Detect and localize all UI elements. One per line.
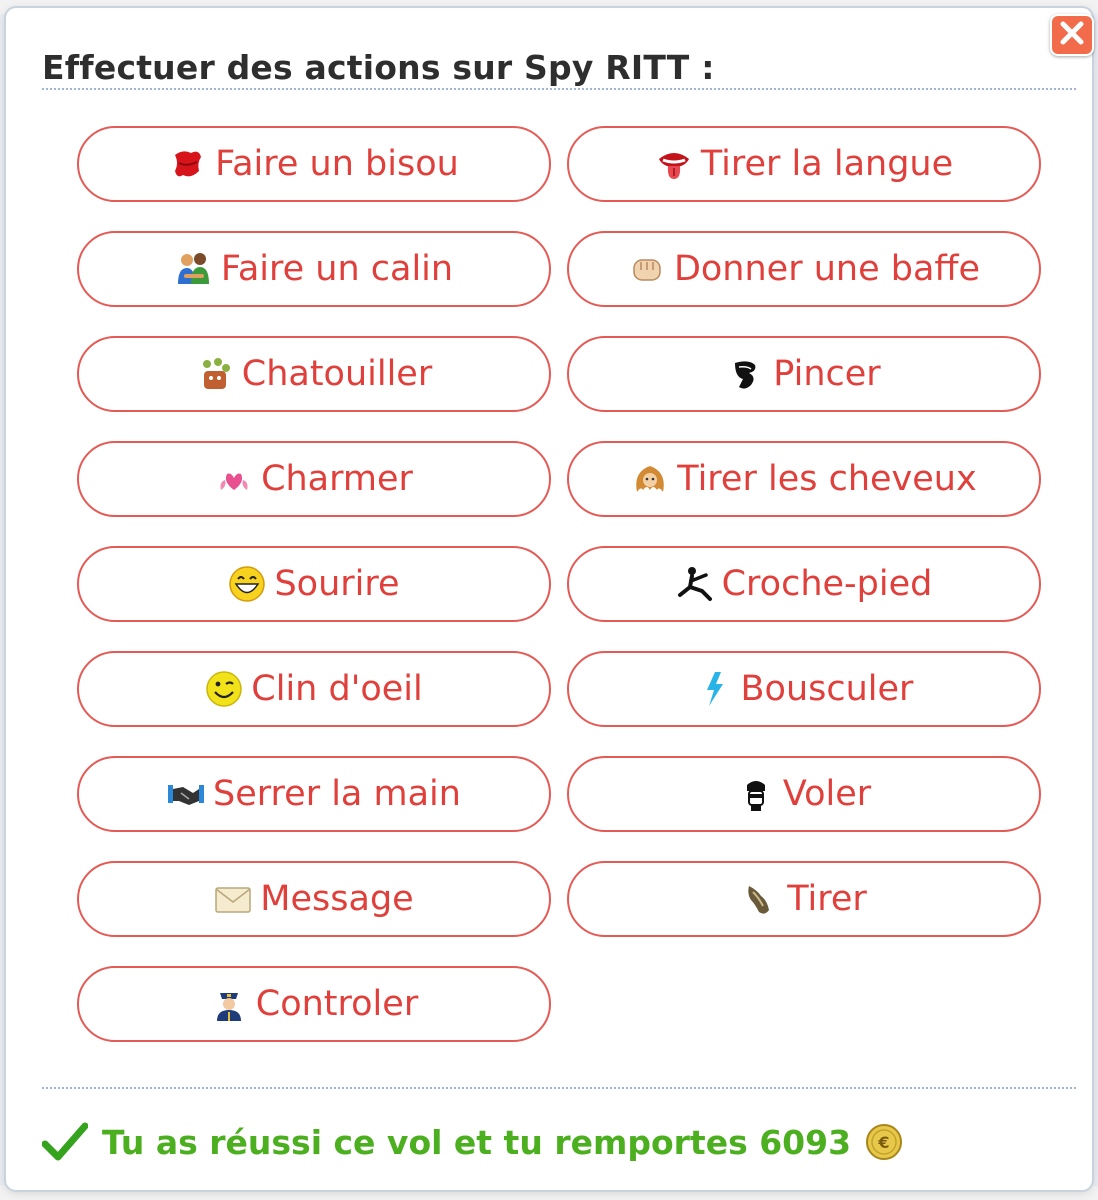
action-serrer-la-main[interactable]	[77, 756, 551, 832]
fist-icon	[628, 250, 666, 288]
action-label: Donner une baffe	[673, 249, 981, 289]
action-chatouiller[interactable]	[77, 336, 551, 412]
status-message	[42, 1122, 903, 1162]
action-label: Tirer les cheveux	[677, 459, 977, 499]
tongue-icon	[655, 145, 693, 183]
actions-dialog	[6, 8, 1092, 1190]
action-donner-une-baffe[interactable]	[567, 231, 1041, 307]
action-bousculer[interactable]	[567, 651, 1041, 727]
lightning-icon	[695, 670, 733, 708]
action-label: Croche-pied	[721, 564, 933, 604]
action-pincer[interactable]	[567, 336, 1041, 412]
handshake-icon	[167, 775, 205, 813]
kiss-icon	[169, 145, 207, 183]
hug-icon	[175, 250, 213, 288]
grin-icon	[228, 565, 266, 603]
charm-icon	[215, 460, 253, 498]
action-voler[interactable]	[567, 756, 1041, 832]
action-label: Controler	[255, 984, 419, 1024]
action-label: Tirer la langue	[700, 144, 954, 184]
action-faire-un-calin[interactable]	[77, 231, 551, 307]
dialog-title: Effectuer des actions sur Spy RITT :	[42, 48, 715, 87]
close-button[interactable]	[1050, 14, 1094, 56]
action-label: Clin d'oeil	[251, 669, 423, 709]
action-controler[interactable]	[77, 966, 551, 1042]
police-icon	[210, 985, 248, 1023]
euro-coin-icon	[865, 1123, 903, 1161]
action-label: Faire un calin	[220, 249, 454, 289]
action-label: Faire un bisou	[215, 144, 459, 184]
tickle-icon	[196, 355, 234, 393]
action-message[interactable]	[77, 861, 551, 937]
action-tirer-la-langue[interactable]	[567, 126, 1041, 202]
close-icon	[1059, 20, 1085, 50]
svg-text:€: €	[878, 1133, 890, 1152]
action-tirer[interactable]	[567, 861, 1041, 937]
action-clin-d-oeil[interactable]	[77, 651, 551, 727]
action-label: Message	[260, 879, 414, 919]
actions-grid	[77, 126, 1041, 1042]
action-label: Sourire	[274, 564, 400, 604]
envelope-icon	[214, 880, 252, 918]
action-croche-pied[interactable]	[567, 546, 1041, 622]
action-charmer[interactable]	[77, 441, 551, 517]
title-separator	[42, 88, 1076, 90]
footer-separator	[42, 1087, 1076, 1089]
thief-icon	[737, 775, 775, 813]
action-label: Bousculer	[740, 669, 914, 709]
action-label: Voler	[782, 774, 872, 814]
pinch-icon	[727, 355, 765, 393]
action-label: Pincer	[773, 354, 881, 394]
action-sourire[interactable]	[77, 546, 551, 622]
pull-icon	[741, 880, 779, 918]
hair-icon	[631, 460, 669, 498]
action-tirer-les-cheveux[interactable]	[567, 441, 1041, 517]
action-label: Serrer la main	[213, 774, 461, 814]
action-label: Chatouiller	[241, 354, 433, 394]
trip-icon	[676, 565, 714, 603]
action-label: Charmer	[261, 459, 413, 499]
wink-icon	[205, 670, 243, 708]
action-faire-un-bisou[interactable]	[77, 126, 551, 202]
check-icon	[42, 1122, 88, 1162]
action-label: Tirer	[787, 879, 867, 919]
status-text: Tu as réussi ce vol et tu remportes 6093	[102, 1122, 852, 1162]
